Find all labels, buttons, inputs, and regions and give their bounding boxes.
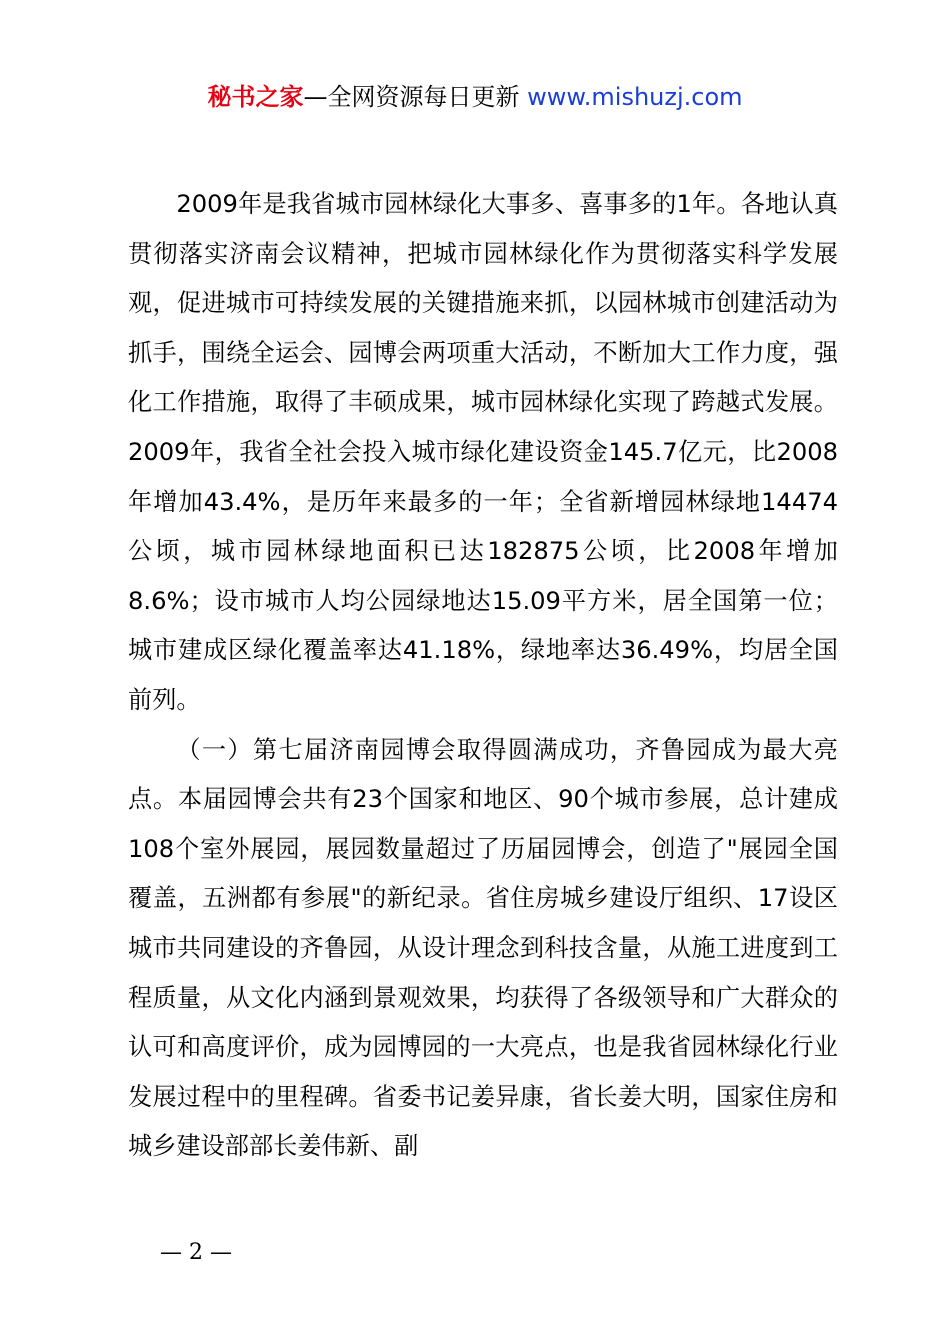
site-tagline: —全网资源每日更新	[303, 83, 520, 111]
paragraph-intro: 2009年是我省城市园林绿化大事多、喜事多的1年。各地认真贯彻落实济南会议精神，把城市园林绿化作为贯彻落实科学发展观，促进城市可持续发展的关键措施来抓，以园林城市创建活动为抓手，围绕全运会、园博会两项重大活动，不断加大工作力度，强化工作措施，取得了丰硕成果，城市园林绿化实现了跨越式发展。2009年，我省全社会投入城市绿化建设资金145.7亿元，比2008年增加43.4%，是历年来最多的一年；全省新增园林绿地14474公顷，城市园林绿地面积已达182875公顷，比2008年增加8.6%；设市城市人均公园绿地达15.09平方米，居全国第一位；城市建成区绿化覆盖率达41.18%，绿地率达36.49%，均居全国前列。	[128, 190, 838, 714]
paragraph-expo: （一）第七届济南园博会取得圆满成功，齐鲁园成为最大亮点。本届园博会共有23个国家和地区、90个城市参展，总计建成108个室外展园，展园数量超过了历届园博会，创造了"展园全国覆盖，五洲都有参展"的新纪录。省住房城乡建设厅组织、17设区城市共同建设的齐鲁园，从设计理念到科技含量，从施工进度到工程质量，从文化内涵到景观效果，均获得了各级领导和广大群众的认可和高度评价，成为园博园的一大亮点，也是我省园林绿化行业发展过程中的里程碑。省委书记姜异康，省长姜大明，国家住房和城乡建设部部长姜伟新、副	[128, 735, 838, 1161]
site-brand: 秘书之家	[207, 83, 304, 111]
document-body	[128, 180, 838, 1172]
site-url-link[interactable]: www.mishuzj.com	[527, 83, 743, 111]
page-header	[0, 80, 950, 114]
page-number: — 2 —	[160, 1240, 232, 1265]
